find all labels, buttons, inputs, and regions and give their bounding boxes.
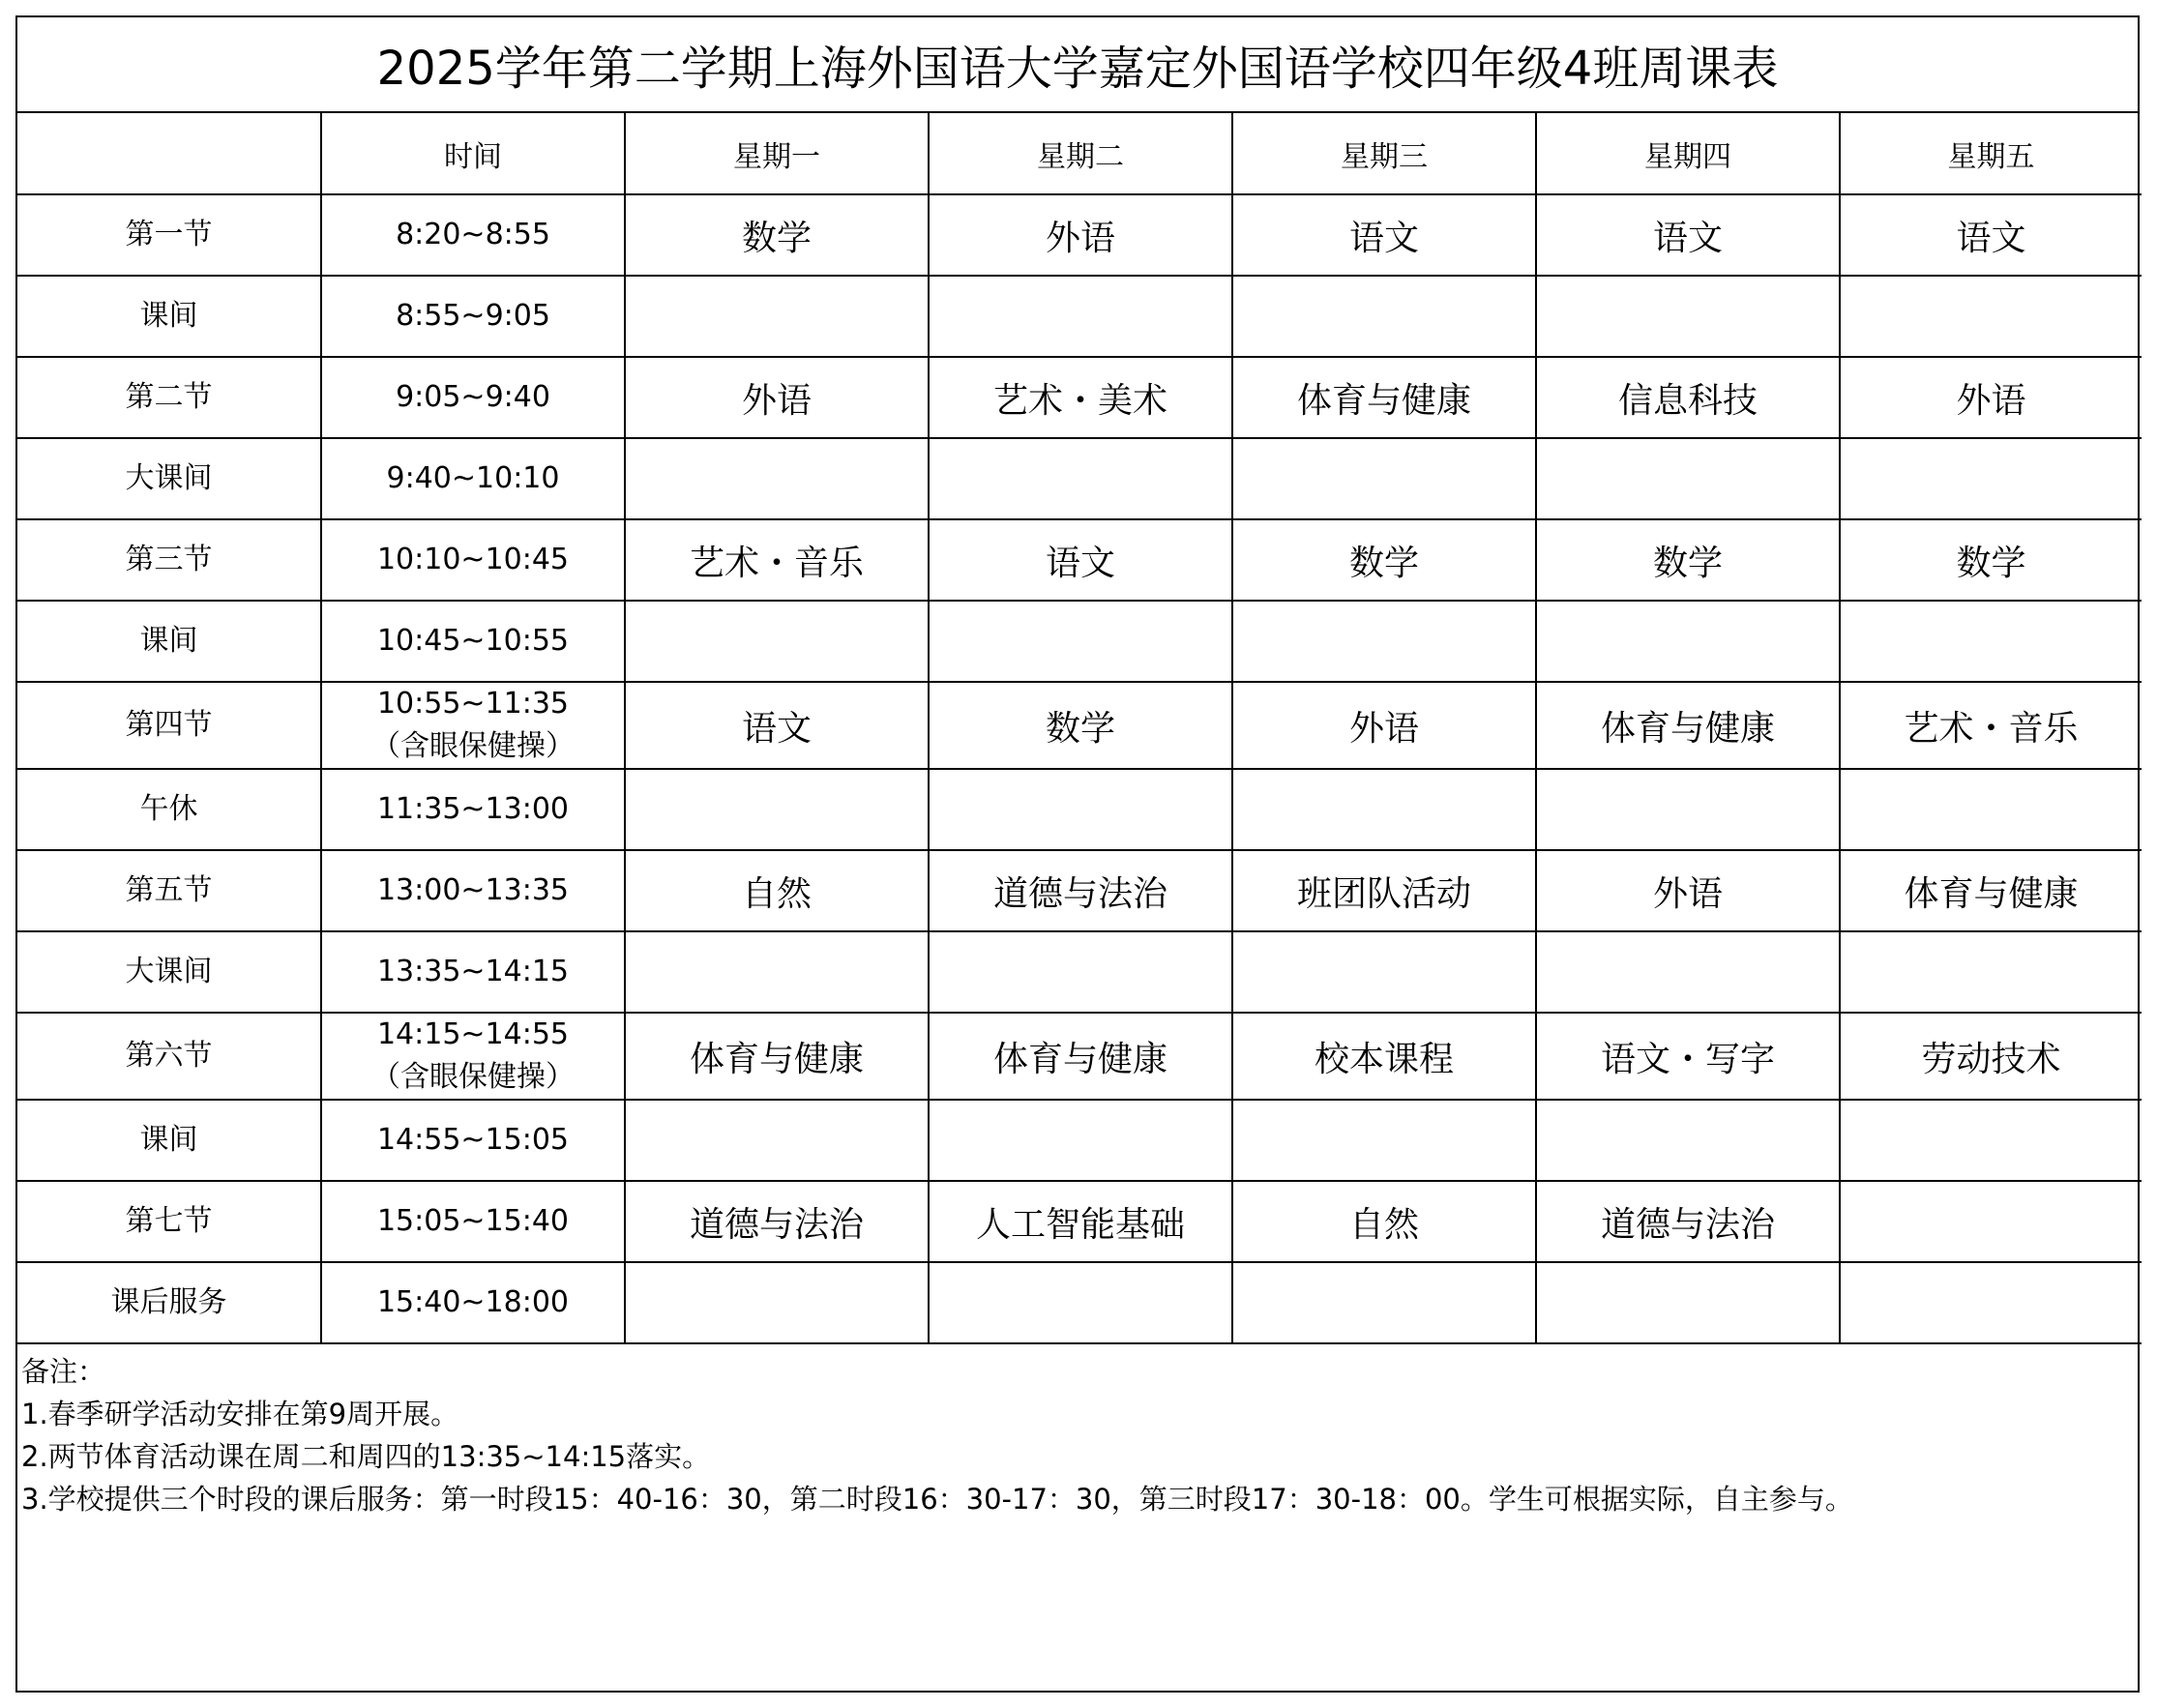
time-range: 13:35~14:15: [376, 955, 570, 988]
subject-cell: 外语: [1232, 682, 1536, 769]
period-cell: 第五节: [17, 850, 321, 931]
schedule-table: [17, 113, 2142, 1344]
time-note: （含眼保健操）: [371, 729, 575, 763]
table-row: [17, 1013, 2142, 1100]
time-cell: [321, 1262, 625, 1343]
subject-cell: 自然: [1232, 1181, 1536, 1262]
subject-cell: 体育与健康: [1232, 357, 1536, 438]
subject-cell: [1840, 1181, 2142, 1262]
period-cell: 第一节: [17, 194, 321, 276]
time-range: 15:05~15:40: [376, 1204, 570, 1238]
time-range: 8:20~8:55: [396, 218, 550, 251]
table-row: [17, 850, 2142, 931]
subject-cell: [1536, 1100, 1840, 1181]
subject-cell: 道德与法治: [929, 850, 1232, 931]
subject-cell: [1840, 769, 2142, 850]
subject-cell: 自然: [625, 850, 929, 931]
subject-cell: [929, 276, 1232, 357]
subject-cell: [1840, 931, 2142, 1013]
subject-cell: 人工智能基础: [929, 1181, 1232, 1262]
time-range: 14:15~14:55: [376, 1017, 570, 1051]
time-cell: [321, 1100, 625, 1181]
subject-cell: 语文: [1536, 194, 1840, 276]
day-header-monday: 星期一: [625, 113, 929, 194]
period-cell: 第二节: [17, 357, 321, 438]
timetable-sheet: [15, 15, 2140, 1693]
subject-cell: [1232, 438, 1536, 519]
subject-cell: [929, 1100, 1232, 1181]
time-range: 11:35~13:00: [376, 792, 570, 826]
subject-cell: 外语: [929, 194, 1232, 276]
subject-cell: [1232, 276, 1536, 357]
subject-cell: 数学: [1840, 519, 2142, 601]
table-row: [17, 601, 2142, 682]
time-cell: [321, 769, 625, 850]
table-row: [17, 438, 2142, 519]
time-cell: [321, 682, 625, 769]
subject-cell: [625, 931, 929, 1013]
time-cell: [321, 357, 625, 438]
time-range: 9:05~9:40: [396, 380, 550, 414]
subject-cell: [1536, 601, 1840, 682]
table-row: [17, 1181, 2142, 1262]
table-row: [17, 1262, 2142, 1343]
time-cell: [321, 194, 625, 276]
table-row: [17, 276, 2142, 357]
subject-cell: 语文: [929, 519, 1232, 601]
time-range: 9:40~10:10: [386, 461, 560, 495]
subject-cell: 劳动技术: [1840, 1013, 2142, 1100]
note-item: 3.学校提供三个时段的课后服务：第一时段15：40-16：30，第二时段16：30-17：30，第三时段17：30-18：00。学生可根据实际，自主参与。: [21, 1483, 1853, 1516]
subject-cell: [1536, 769, 1840, 850]
notes-heading: 备注：: [21, 1355, 106, 1388]
subject-cell: 体育与健康: [1536, 682, 1840, 769]
schedule-body: [17, 194, 2142, 1343]
subject-cell: [625, 1100, 929, 1181]
subject-cell: 数学: [625, 194, 929, 276]
period-cell: 课间: [17, 276, 321, 357]
table-row: [17, 931, 2142, 1013]
time-range: 8:55~9:05: [396, 299, 550, 333]
subject-cell: [929, 438, 1232, 519]
subject-cell: [1840, 1262, 2142, 1343]
subject-cell: 外语: [1840, 357, 2142, 438]
time-cell: [321, 850, 625, 931]
subject-cell: 班团队活动: [1232, 850, 1536, 931]
period-cell: 课后服务: [17, 1262, 321, 1343]
subject-cell: 语文: [1840, 194, 2142, 276]
time-column-header: 时间: [321, 113, 625, 194]
subject-cell: [1232, 1100, 1536, 1181]
subject-cell: [625, 1262, 929, 1343]
time-cell: [321, 438, 625, 519]
subject-cell: [929, 601, 1232, 682]
period-cell: 课间: [17, 601, 321, 682]
table-row: [17, 519, 2142, 601]
corner-cell: [17, 113, 321, 194]
day-header-friday: 星期五: [1840, 113, 2142, 194]
subject-cell: [1536, 931, 1840, 1013]
note-item: 1.春季研学活动安排在第9周开展。: [21, 1398, 459, 1430]
period-cell: 大课间: [17, 931, 321, 1013]
subject-cell: [625, 438, 929, 519]
subject-cell: 艺术・音乐: [625, 519, 929, 601]
table-row: [17, 1100, 2142, 1181]
subject-cell: [625, 769, 929, 850]
time-cell: [321, 601, 625, 682]
subject-cell: [1232, 1262, 1536, 1343]
subject-cell: [1840, 276, 2142, 357]
subject-cell: 道德与法治: [1536, 1181, 1840, 1262]
time-range: 13:00~13:35: [376, 873, 570, 907]
table-row: [17, 357, 2142, 438]
subject-cell: 语文・写字: [1536, 1013, 1840, 1100]
subject-cell: 外语: [625, 357, 929, 438]
period-cell: 午休: [17, 769, 321, 850]
time-cell: [321, 1013, 625, 1100]
subject-cell: [929, 1262, 1232, 1343]
subject-cell: [625, 276, 929, 357]
period-cell: 第六节: [17, 1013, 321, 1100]
subject-cell: 体育与健康: [1840, 850, 2142, 931]
subject-cell: [1840, 1100, 2142, 1181]
time-range: 15:40~18:00: [376, 1285, 570, 1319]
subject-cell: [929, 769, 1232, 850]
time-cell: [321, 276, 625, 357]
period-cell: 大课间: [17, 438, 321, 519]
subject-cell: [929, 931, 1232, 1013]
subject-cell: 艺术・音乐: [1840, 682, 2142, 769]
table-row: [17, 769, 2142, 850]
subject-cell: [1840, 601, 2142, 682]
note-item: 2.两节体育活动课在周二和周四的13:35~14:15落实。: [21, 1440, 711, 1473]
subject-cell: 外语: [1536, 850, 1840, 931]
subject-cell: [1232, 769, 1536, 850]
period-cell: 第三节: [17, 519, 321, 601]
subject-cell: [1232, 601, 1536, 682]
time-note: （含眼保健操）: [371, 1060, 575, 1094]
day-header-tuesday: 星期二: [929, 113, 1232, 194]
subject-cell: 数学: [1232, 519, 1536, 601]
subject-cell: 校本课程: [1232, 1013, 1536, 1100]
subject-cell: 道德与法治: [625, 1181, 929, 1262]
subject-cell: [1840, 438, 2142, 519]
period-cell: 课间: [17, 1100, 321, 1181]
subject-cell: [1536, 276, 1840, 357]
notes-section: [17, 1344, 2138, 1526]
period-cell: 第七节: [17, 1181, 321, 1262]
time-cell: [321, 1181, 625, 1262]
table-row: [17, 194, 2142, 276]
day-header-wednesday: 星期三: [1232, 113, 1536, 194]
time-range: 10:55~11:35: [376, 687, 570, 721]
subject-cell: [1232, 931, 1536, 1013]
time-range: 10:10~10:45: [376, 543, 570, 576]
header-row: [17, 113, 2142, 194]
time-range: 14:55~15:05: [376, 1123, 570, 1157]
subject-cell: [1536, 1262, 1840, 1343]
day-header-thursday: 星期四: [1536, 113, 1840, 194]
subject-cell: 语文: [1232, 194, 1536, 276]
subject-cell: [625, 601, 929, 682]
subject-cell: [1536, 438, 1840, 519]
period-cell: 第四节: [17, 682, 321, 769]
table-row: [17, 682, 2142, 769]
page-title: 2025学年第二学期上海外国语大学嘉定外国语学校四年级4班周课表: [17, 17, 2138, 113]
subject-cell: 体育与健康: [625, 1013, 929, 1100]
time-cell: [321, 519, 625, 601]
subject-cell: 体育与健康: [929, 1013, 1232, 1100]
subject-cell: 语文: [625, 682, 929, 769]
time-range: 10:45~10:55: [376, 624, 570, 658]
time-cell: [321, 931, 625, 1013]
subject-cell: 数学: [929, 682, 1232, 769]
subject-cell: 数学: [1536, 519, 1840, 601]
subject-cell: 信息科技: [1536, 357, 1840, 438]
subject-cell: 艺术・美术: [929, 357, 1232, 438]
